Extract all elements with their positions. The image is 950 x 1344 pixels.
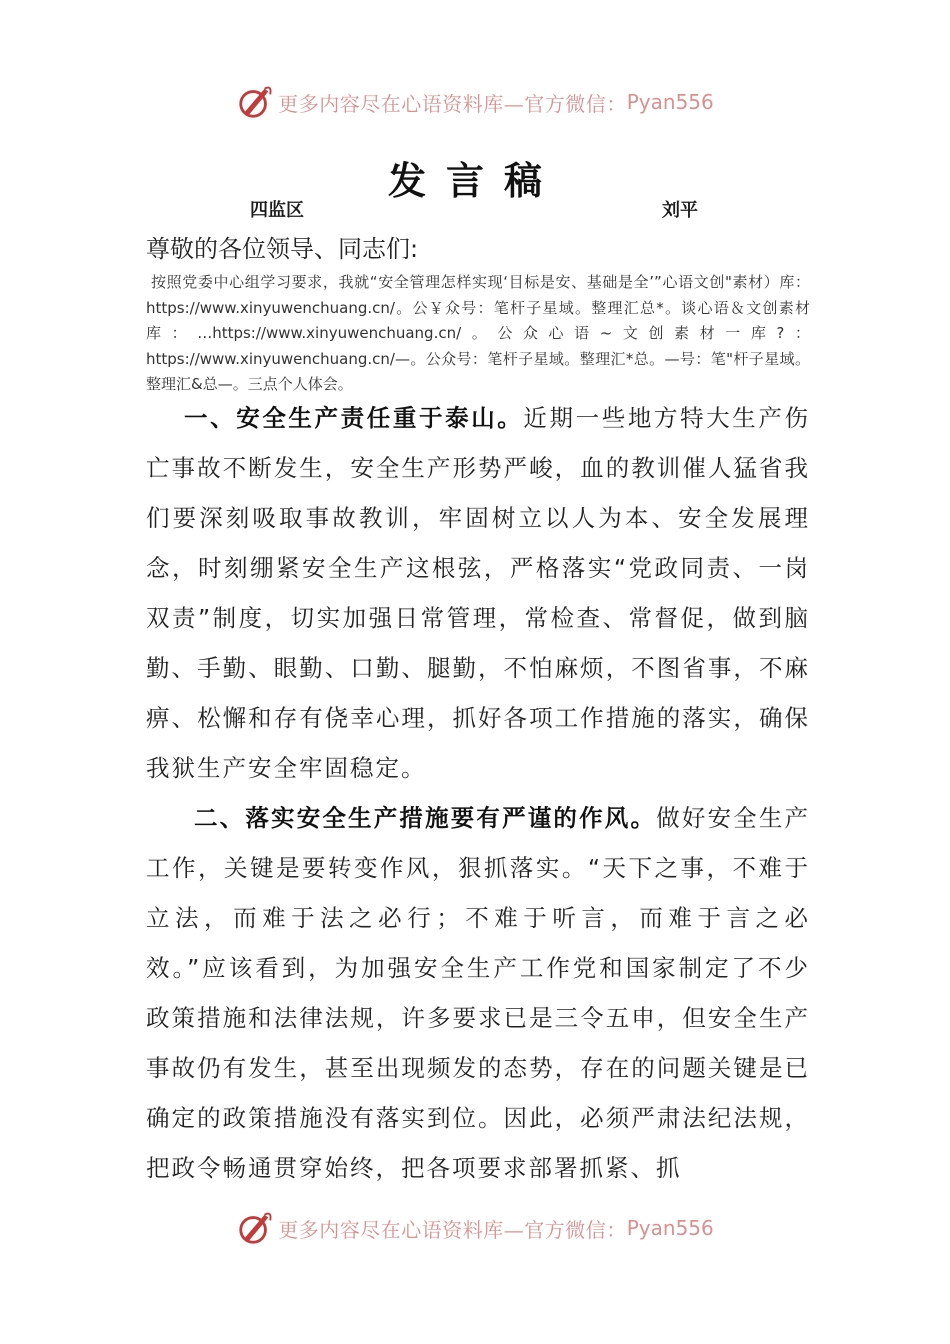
document-title: 发言稿 xyxy=(387,158,562,203)
banner-wechat-id: Pyan556 xyxy=(626,1216,714,1240)
paragraph-1-text: 近期一些地方特大生产伤亡事故不断发生，安全生产形势严峻，血的教训催人猛省我们要深刻吸取事故教训，牢固树立以人为本、安全发展理念，时刻绷紧安全生产这根弦，严格落实“党政同责、一岗双责”制度，切实加强日常管理，常检查、常督促，做到脑勤、手勤、眼勤、口勤、腿勤，不怕麻烦，不图省事，不麻痹、松懈和存有侥幸心理，抓好各项工作措施的落实，确保我狱生产安全牢固稳定。 xyxy=(146,404,811,782)
speaker-name: 刘平 xyxy=(662,200,698,221)
greeting: 尊敬的各位领导、同志们: xyxy=(146,235,419,263)
banner-wechat-id: Pyan556 xyxy=(626,90,714,114)
paragraph-2-text: 做好安全生产工作，关键是要转变作风，狠抓落实。“天下之事，不难于立法，而难于法之必行；不难于听言，而难于言之必效。”应该看到，为加强安全生产工作党和国家制定了不少政策措施和法律法规，许多要求已是三令五申，但安全生产事故仍有发生，甚至出现频发的态势，存在的问题关键是已确定的政策措施没有落实到位。因此，必须严肃法纪法规，把政令畅通贯穿始终，把各项要求部署抓紧、抓 xyxy=(146,804,811,1182)
speaker-unit: 四监区 xyxy=(250,200,304,221)
paragraph-2-heading: 二、落实安全生产措施要有严谨的作风。 xyxy=(194,804,657,832)
watermark-banner-bottom xyxy=(0,1208,950,1248)
intro-paragraph: 按照党委中心组学习要求，我就“安全管理怎样实现‘目标是安、基础是全’”心语文创"素材）库：https://www.xinyuwenchuang.cn/。公￥众号：笔杆子星域。整理汇总*。谈心语＆文创素材库：…https://www.xinyuwenchuang.cn/。公众心语~文创素材一库?：https://www.xinyuwenchuang.cn/—。公众号：笔杆子星域。整理汇*总。—号：笔"杆子星域。整理汇&总—。三点个人体会。 xyxy=(146,273,810,393)
banner-text: 更多内容尽在心语资料库—官方微信： xyxy=(278,91,627,116)
quill-logo-icon xyxy=(236,1209,274,1247)
paragraph-2 xyxy=(146,793,810,1193)
banner-text: 更多内容尽在心语资料库—官方微信： xyxy=(278,1217,627,1242)
watermark-banner-top xyxy=(0,82,950,122)
paragraph-1 xyxy=(146,393,810,793)
quill-logo-icon xyxy=(236,83,274,121)
paragraph-1-heading: 一、安全生产责任重于泰山。 xyxy=(184,404,524,432)
